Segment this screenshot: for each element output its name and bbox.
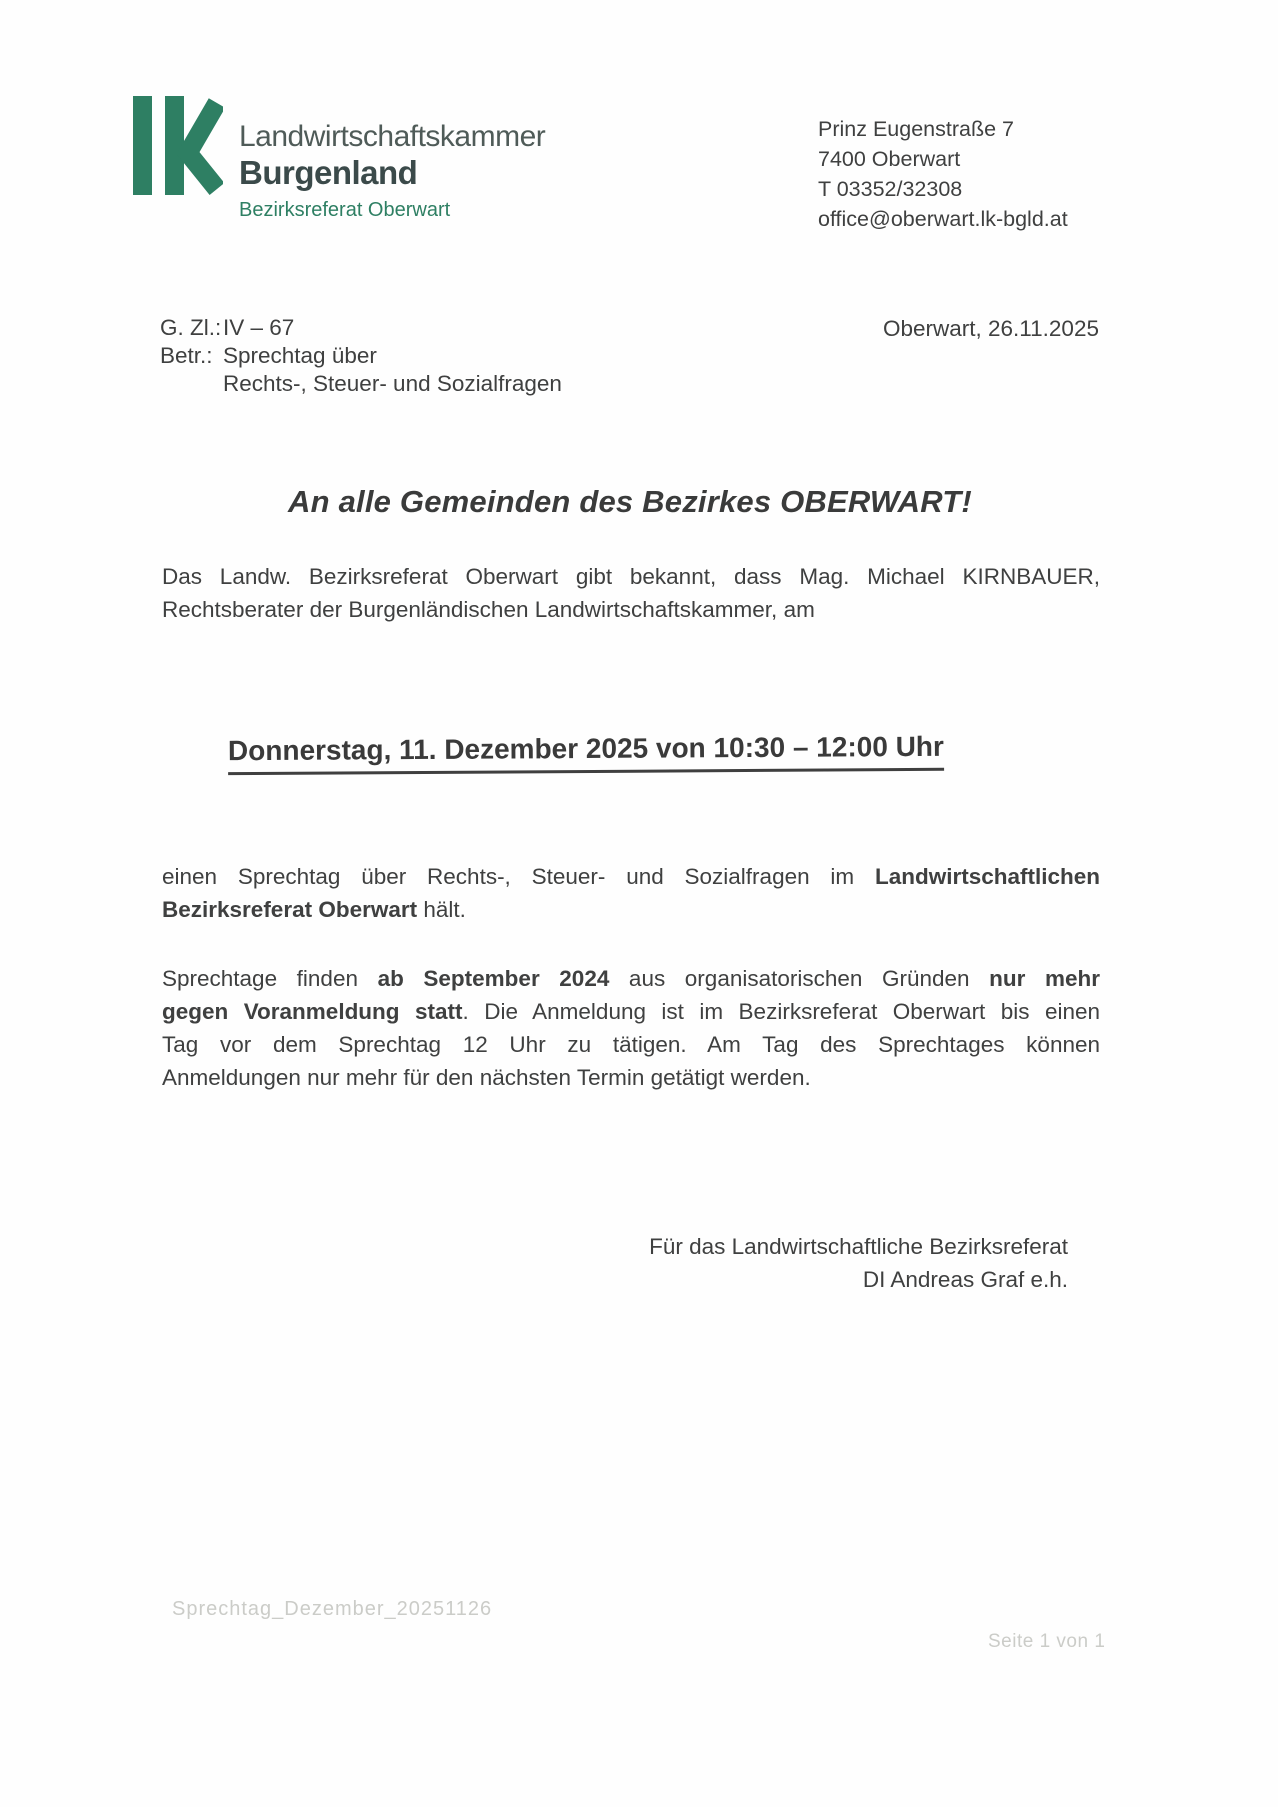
org-department: Bezirksreferat Oberwart [239,199,451,221]
org-name: Landwirtschaftskammer [239,120,546,153]
contact-email: office@oberwart.lk-bgld.at [818,207,1068,231]
org-logo-text [239,96,545,220]
reference-number-row [160,314,562,342]
subject-line1: Sprechtag über [223,343,377,368]
venue-paragraph: einen Sprechtag über Rechts-, Steuer- und Sozialfragen im Landwirtschaftlichen Bezirksreferat Oberwart hält. [162,864,1100,922]
contact-street: Prinz Eugenstraße 7 [818,117,1014,141]
subject-row [160,342,562,370]
org-region: Burgenland [239,154,418,191]
contact-city: 7400 Oberwart [818,147,961,171]
lk-logo-icon [131,96,223,195]
registration-paragraph: Sprechtage finden ab September 2024 aus organisatorischen Gründen nur mehr gegen Voranmeldung statt. Die Anmeldung ist im Bezirksreferat Oberwart bis einen Tag vor dem Sprechtag 12 Uhr zu tätigen. Am Tag des Sprechtages können Anmeldungen nur mehr für den nächsten Termin getätigt werden. [162,966,1101,1090]
event-datetime [228,731,944,775]
signature-block [649,1230,1068,1296]
org-logo [131,96,545,220]
event-datetime-text: Donnerstag, 11. Dezember 2025 von 10:30 – 12:00 Uhr [228,731,944,775]
reference-block [160,314,562,398]
signature-name: DI Andreas Graf e.h. [862,1267,1068,1292]
signature-organization: Für das Landwirtschaftliche Bezirksreferat [649,1234,1068,1259]
footer-page-indicator: Seite 1 von 1 [988,1631,1106,1652]
contact-phone: T 03352/32308 [818,177,963,201]
intro-paragraph: Das Landw. Bezirksreferat Oberwart gibt bekannt, dass Mag. Michael KIRNBAUER, Rechtsberater der Burgenländischen Landwirtschaftskammer, am [162,564,1100,622]
gz-label: G. Zl.: [160,315,222,340]
place-and-date: Oberwart, 26.11.2025 [883,316,1099,341]
subject-row-continued [160,370,562,398]
footer-filename: Sprechtag_Dezember_20251126 [172,1598,493,1620]
gz-value: IV – 67 [223,315,295,340]
subject-line2: Rechts-, Steuer- und Sozialfragen [223,371,562,396]
betr-label: Betr.: [160,343,213,368]
letter-heading: An alle Gemeinden des Bezirkes OBERWART! [288,484,972,519]
contact-block [818,114,1068,234]
